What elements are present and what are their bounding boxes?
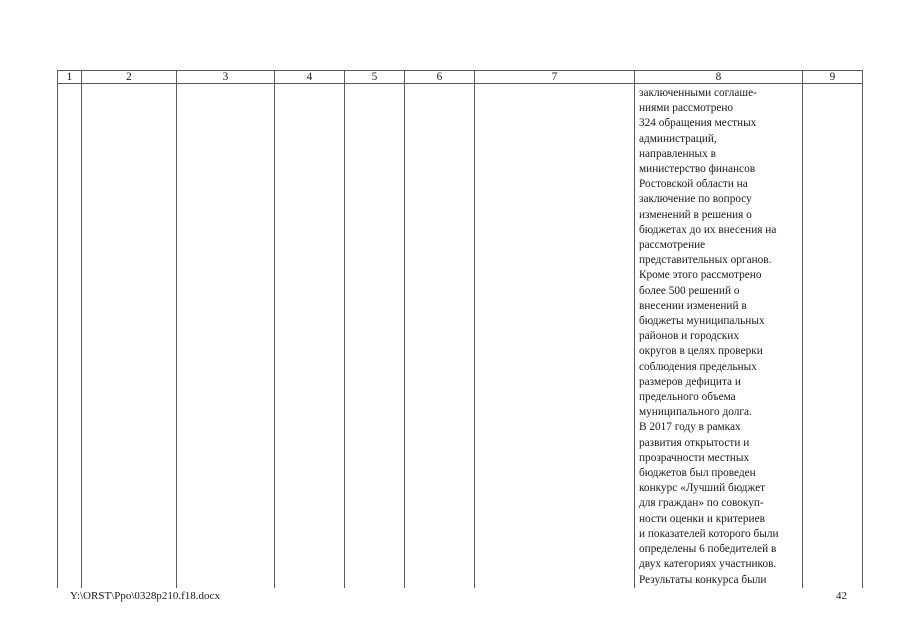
text-line: внесении изменений в bbox=[639, 299, 747, 312]
column-header-4: 4 bbox=[275, 71, 345, 84]
text-line: Ростовской области на bbox=[639, 178, 748, 191]
text-line: округов в целях проверки bbox=[639, 345, 763, 358]
column-header-7: 7 bbox=[475, 71, 635, 84]
column-header-1: 1 bbox=[58, 71, 82, 84]
text-line: прозрачности местных bbox=[639, 451, 750, 464]
text-line: предельного объема bbox=[639, 391, 736, 404]
text-line: заключенными соглаше- bbox=[639, 87, 757, 99]
text-line: Кроме этого рассмотрено bbox=[639, 269, 762, 282]
table-row bbox=[58, 84, 863, 588]
table-cell-col1 bbox=[58, 84, 82, 588]
text-line: направленных в bbox=[639, 147, 716, 160]
table-cell-col7 bbox=[475, 84, 635, 588]
text-line: более 500 решений о bbox=[639, 284, 740, 297]
footer-file-path: Y:\ORST\Ppo\0328p210.f18.docx bbox=[70, 590, 220, 602]
text-line: В 2017 году в рамках bbox=[639, 421, 741, 434]
text-line: двух категориях участников. bbox=[639, 558, 777, 571]
column-header-3: 3 bbox=[177, 71, 275, 84]
table-cell-col4 bbox=[275, 84, 345, 588]
column-header-2: 2 bbox=[82, 71, 177, 84]
text-line: соблюдения предельных bbox=[639, 360, 757, 373]
text-line: конкурс «Лучший бюджет bbox=[639, 482, 766, 495]
text-line: бюджеты муниципальных bbox=[639, 315, 765, 328]
text-line: муниципального долга. bbox=[639, 406, 752, 419]
text-line: заключение по вопросу bbox=[639, 193, 752, 206]
text-line: бюджетах до их внесения на bbox=[639, 223, 777, 236]
text-line: районов и городских bbox=[639, 330, 739, 343]
text-line: министерство финансов bbox=[639, 163, 756, 176]
text-line: рассмотрение bbox=[639, 239, 706, 252]
text-line: развития открытости и bbox=[639, 436, 750, 449]
text-line: 324 обращения местных bbox=[639, 117, 757, 130]
column-header-8: 8 bbox=[635, 71, 803, 84]
text-line: ниями рассмотрено bbox=[639, 102, 734, 115]
text-line: определены 6 победителей в bbox=[639, 543, 777, 556]
document-table bbox=[57, 70, 863, 588]
page-number: 42 bbox=[836, 590, 847, 602]
text-line: для граждан» по совокуп- bbox=[639, 497, 764, 510]
text-line: администраций, bbox=[639, 132, 717, 145]
column8-text bbox=[635, 84, 802, 588]
column-header-6: 6 bbox=[405, 71, 475, 84]
table-cell-col6 bbox=[405, 84, 475, 588]
text-line: Результаты конкурса были bbox=[639, 573, 767, 586]
column-header-9: 9 bbox=[803, 71, 863, 84]
table-cell-col3 bbox=[177, 84, 275, 588]
text-line: ности оценки и критериев bbox=[639, 512, 765, 525]
table-cell-col8 bbox=[635, 84, 803, 588]
table-cell-col9 bbox=[803, 84, 863, 588]
table-cell-col2 bbox=[82, 84, 177, 588]
text-line: бюджетов был проведен bbox=[639, 467, 756, 480]
table-cell-col5 bbox=[345, 84, 405, 588]
column-header-5: 5 bbox=[345, 71, 405, 84]
text-line: представительных органов. bbox=[639, 254, 772, 267]
text-line: изменений в решения о bbox=[639, 208, 752, 221]
text-line: и показателей которого были bbox=[639, 527, 779, 540]
text-line: размеров дефицита и bbox=[639, 375, 741, 388]
header-row bbox=[58, 71, 863, 84]
